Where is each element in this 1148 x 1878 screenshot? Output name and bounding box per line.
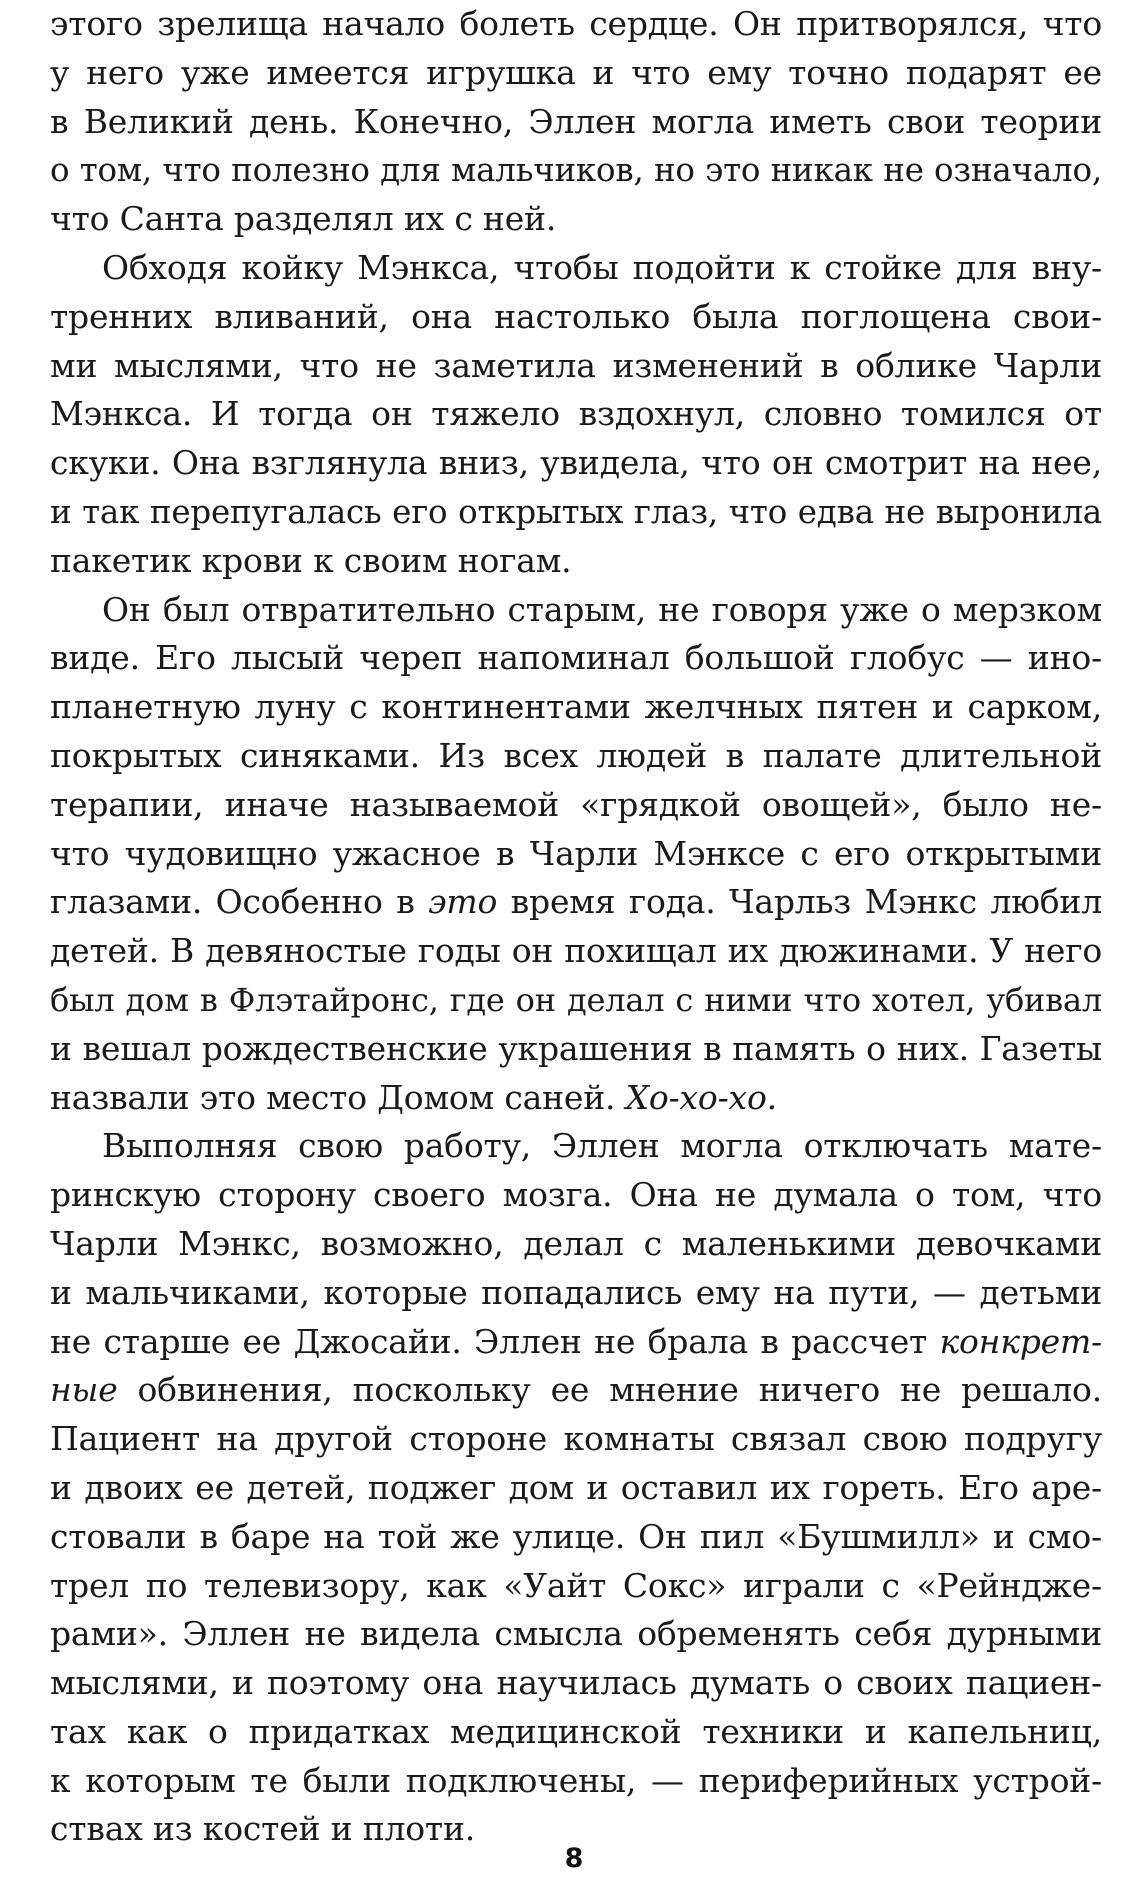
text-segment: обвинения, поскольку ее мнение ничего не решало. <box>117 1370 1102 1410</box>
text-line <box>50 683 1102 732</box>
text-segment: о том, что полезно для мальчиков, но это никак не означало, <box>50 151 1102 190</box>
text-segment: назвали это место Домом саней. <box>50 1077 626 1117</box>
paragraph <box>50 0 1102 244</box>
text-segment: что чудовищно ужасное в Чарли Мэнксе с его открытыми <box>50 833 1102 873</box>
text-line <box>50 1122 1102 1171</box>
text-segment: Выполняя свою работу, Эллен могла отключать мате- <box>102 1126 1102 1166</box>
text-segment: у него уже имеется игрушка и что ему точно подарят ее <box>50 52 1102 92</box>
text-line <box>50 1610 1102 1659</box>
text-line <box>50 1464 1102 1513</box>
text-line <box>50 342 1102 391</box>
italic-text: ные <box>50 1370 118 1410</box>
text-segment: глазами. Особенно в <box>50 882 429 922</box>
text-line <box>50 1220 1102 1269</box>
text-segment: ствах из костей и плоти. <box>50 1809 476 1849</box>
text-line <box>50 781 1102 830</box>
text-segment: что Санта разделял их с ней. <box>50 199 557 239</box>
text-line <box>50 1757 1102 1806</box>
text-segment: рами». Эллен не видела смысла обременять себя дурными <box>50 1614 1102 1654</box>
text-line <box>50 878 1102 927</box>
paragraph <box>50 586 1102 1123</box>
text-segment: ми мыслями, что не заметила изменений в облике Чарли <box>50 345 1102 385</box>
text-segment: стовали в баре на той же улице. Он пил «Бушмилл» и смо- <box>50 1516 1102 1556</box>
text-line <box>50 439 1102 488</box>
text-segment: скуки. Она взглянула вниз, увидела, что он смотрит на нее, <box>50 443 1102 483</box>
text-segment: не старше ее Джосайи. Эллен не брала в рассчет <box>50 1321 940 1361</box>
text-segment: Мэнкса. И тогда он тяжело вздохнул, словно томился от <box>50 394 1102 434</box>
text-line <box>50 1513 1102 1562</box>
text-segment: в Великий день. Конечно, Эллен могла иметь свои теории <box>50 101 1102 141</box>
italic-text: Хо-хо-хо. <box>625 1077 777 1117</box>
page-number: 8 <box>564 1843 584 1874</box>
text-segment: виде. Его лысый череп напоминал большой глобус — ино- <box>50 638 1102 678</box>
text-line <box>50 830 1102 879</box>
text-segment: тренних вливаний, она настолько была поглощена свои- <box>50 296 1102 336</box>
text-line <box>50 927 1102 976</box>
text-line <box>50 1659 1102 1708</box>
text-segment: Чарли Мэнкс, возможно, делал с маленькими девочками <box>50 1223 1102 1263</box>
text-segment: тах как о придатках медицинской техники и капельниц, <box>50 1711 1102 1751</box>
text-line <box>50 293 1102 342</box>
text-segment: и так перепугалась его открытых глаз, что едва не выронила <box>50 492 1102 531</box>
text-line <box>50 390 1102 439</box>
text-line <box>50 1074 1102 1123</box>
text-line <box>50 1366 1102 1415</box>
text-line <box>50 1415 1102 1464</box>
text-line <box>50 634 1102 683</box>
text-line <box>50 586 1102 635</box>
body-text <box>50 0 1102 1854</box>
text-line <box>50 1318 1102 1367</box>
text-line <box>50 1171 1102 1220</box>
text-line <box>50 49 1102 98</box>
text-line <box>50 1269 1102 1318</box>
text-line <box>50 195 1102 244</box>
text-segment: пакетик крови к своим ногам. <box>50 540 572 580</box>
paragraph <box>50 1122 1102 1854</box>
text-segment: трел по телевизору, как «Уайт Сокс» играли с «Рейндже- <box>50 1565 1102 1605</box>
text-line <box>50 488 1102 537</box>
text-segment: Он был отвратительно старым, не говоря уже о мерзком <box>102 589 1102 629</box>
text-line <box>50 1025 1102 1074</box>
text-line <box>50 537 1102 586</box>
text-segment: и вешал рождественские украшения в память о них. Газеты <box>50 1028 1102 1068</box>
text-segment: Пациент на другой стороне комнаты связал свою подругу <box>50 1419 1102 1459</box>
text-line <box>50 146 1102 195</box>
text-segment: терапии, иначе называемой «грядкой овощей», было не- <box>50 784 1102 824</box>
text-segment: и мальчиками, которые попадались ему на пути, — детьми <box>50 1272 1102 1312</box>
italic-text: это <box>428 882 498 922</box>
text-segment: Обходя койку Мэнкса, чтобы подойти к стойке для вну- <box>102 247 1102 287</box>
text-segment: ринскую сторону своего мозга. Она не думала о том, что <box>50 1175 1102 1215</box>
text-line <box>50 98 1102 147</box>
text-segment: время года. Чарльз Мэнкс любил <box>497 882 1102 922</box>
text-line <box>50 244 1102 293</box>
text-segment: и двоих ее детей, поджег дом и оставил их гореть. Его аре- <box>50 1467 1102 1507</box>
text-line <box>50 976 1102 1025</box>
text-segment: был дом в Флэтайронс, где он делал с ними что хотел, убивал <box>50 980 1102 1019</box>
paragraph <box>50 244 1102 586</box>
text-segment: мыслями, и поэтому она научилась думать о своих пациен- <box>50 1663 1102 1703</box>
text-line <box>50 0 1102 49</box>
text-line <box>50 732 1102 781</box>
text-segment: покрытых синяками. Из всех людей в палате длительной <box>50 735 1102 775</box>
text-segment: этого зрелища начало болеть сердце. Он притворялся, что <box>50 4 1102 43</box>
text-line <box>50 1562 1102 1611</box>
text-segment: детей. В девяностые годы он похищал их дюжинами. У него <box>50 931 1102 971</box>
italic-text: конкрет- <box>939 1321 1102 1361</box>
text-line <box>50 1708 1102 1757</box>
text-segment: планетную луну с континентами желчных пятен и сарком, <box>50 687 1102 727</box>
text-segment: к которым те были подключены, — периферийных устрой- <box>50 1760 1102 1800</box>
